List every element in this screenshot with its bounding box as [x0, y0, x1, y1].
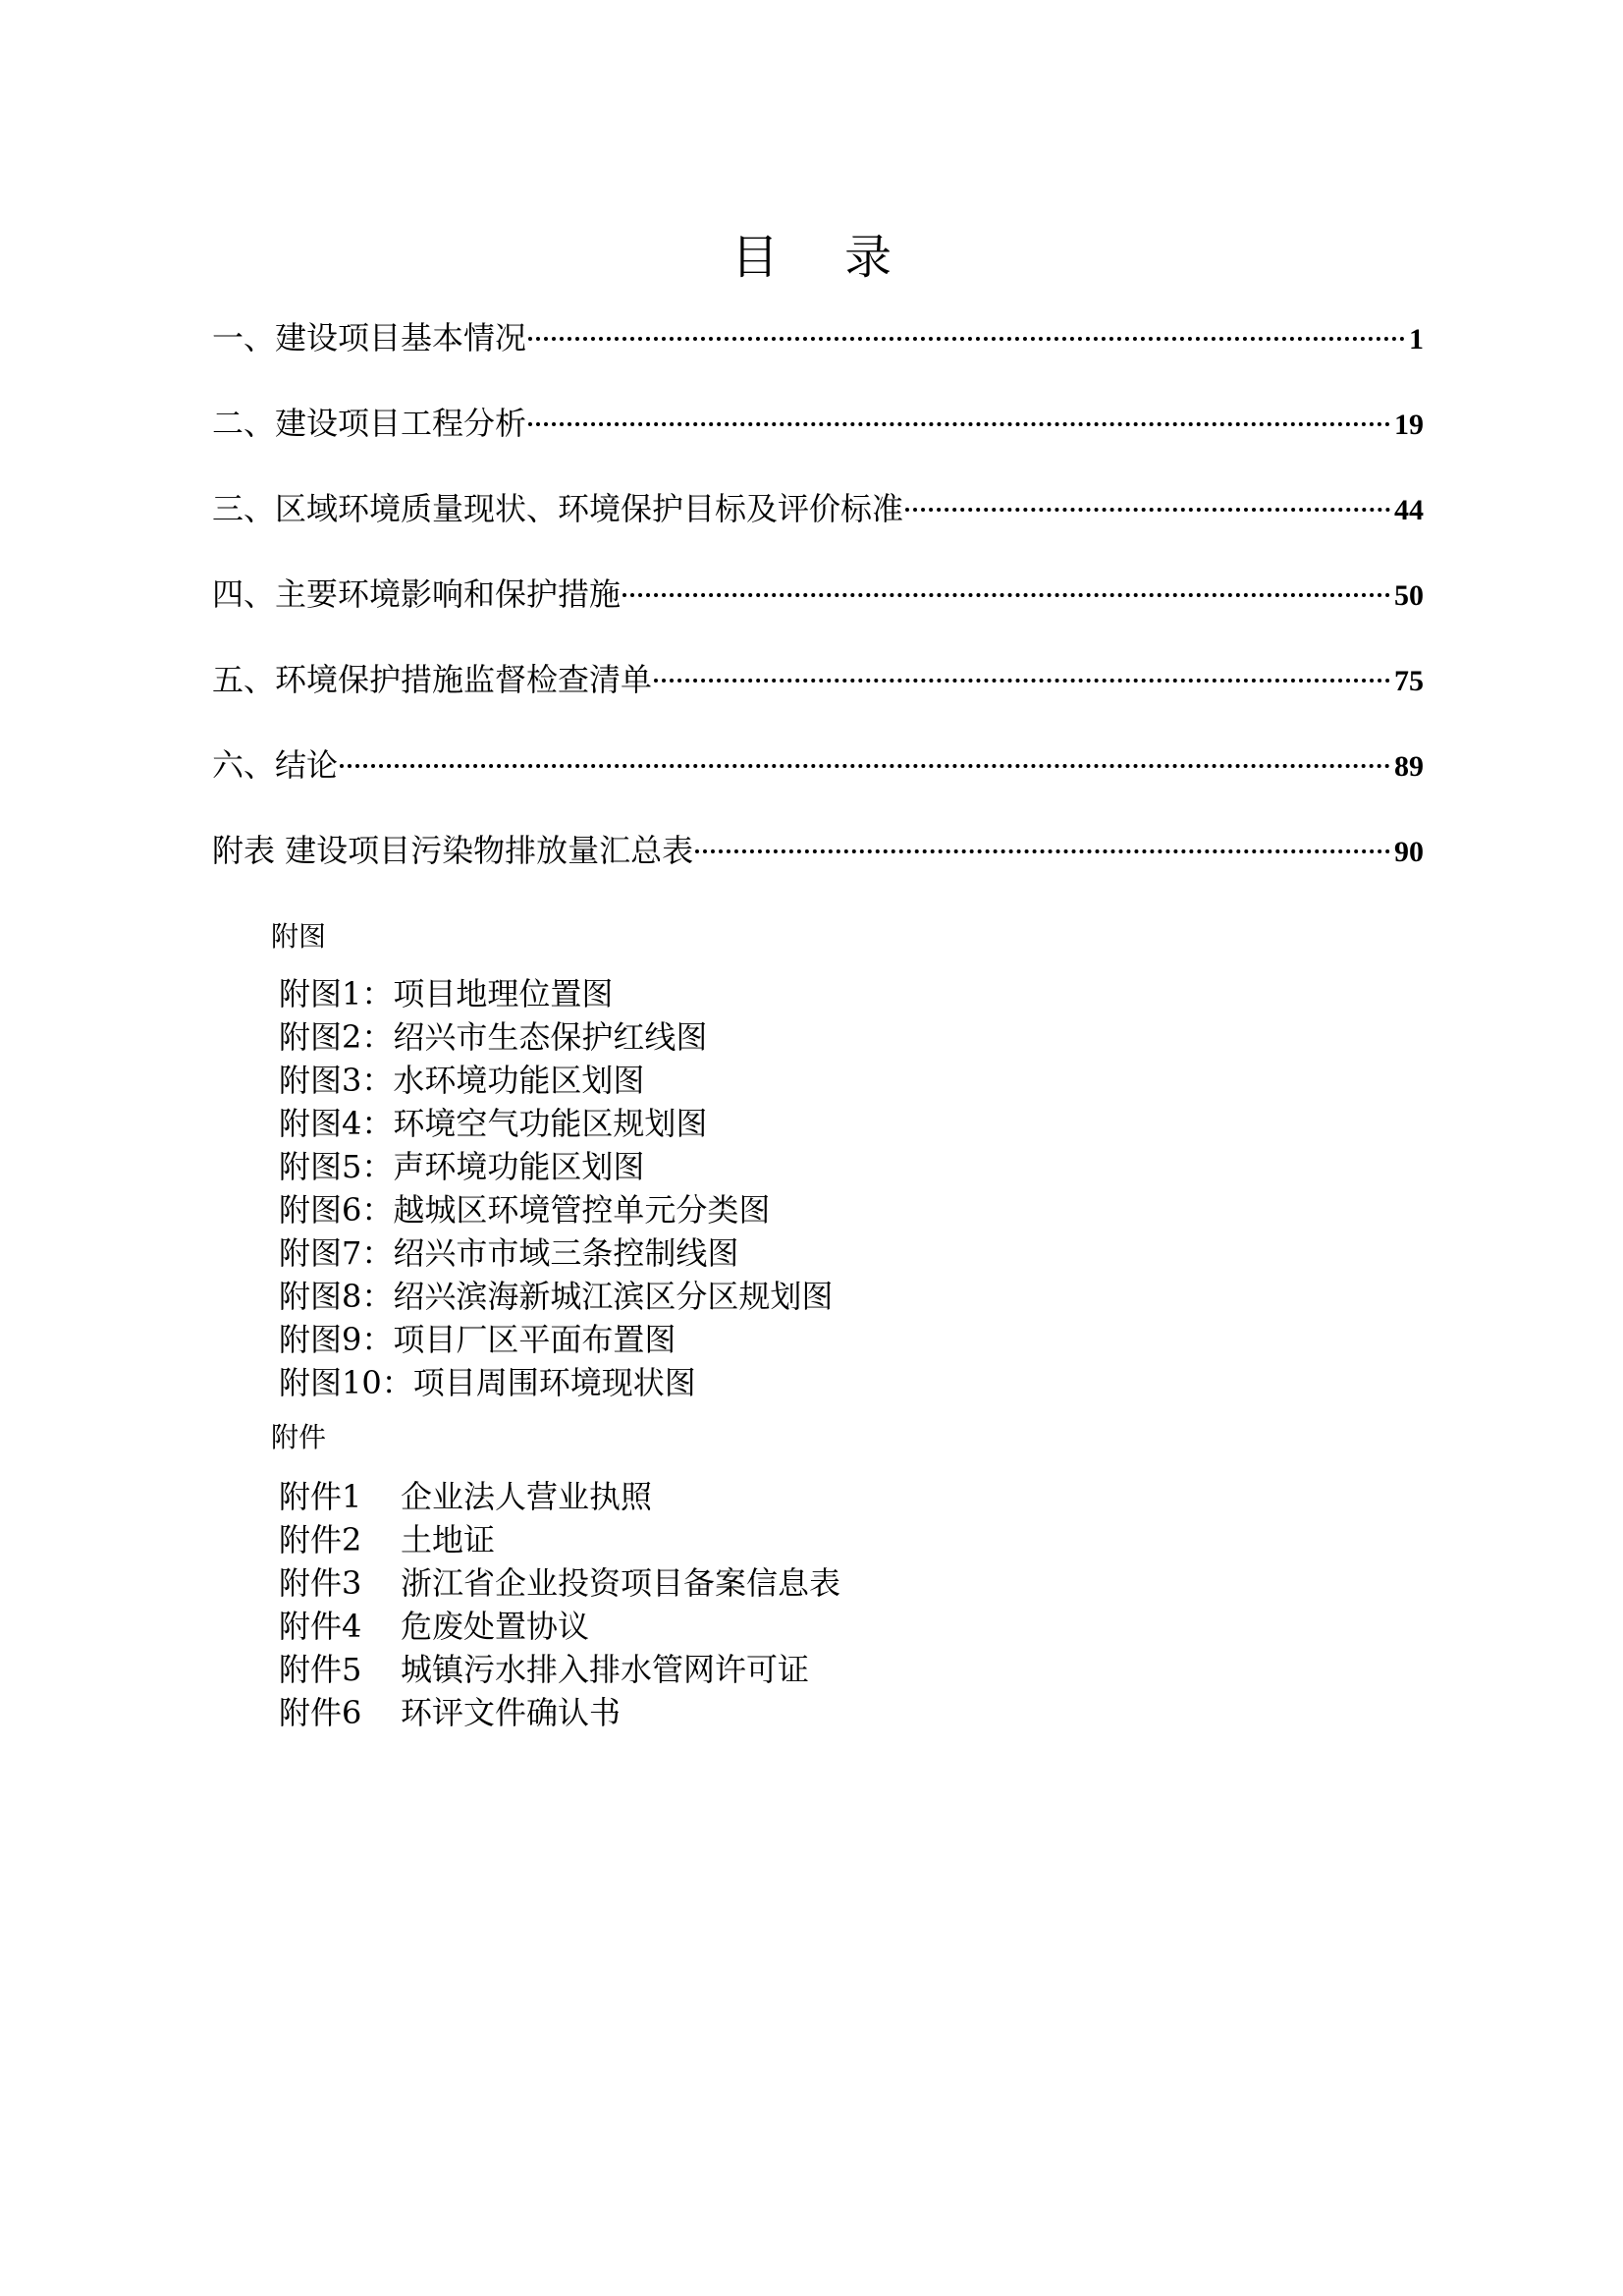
toc-entry-label: 二、建设项目工程分析	[212, 405, 527, 442]
attachment-name: 浙江省企业投资项目备案信息表	[401, 1564, 841, 1602]
toc-entry-label: 三、区域环境质量现状、环境保护目标及评价标准	[212, 490, 904, 527]
toc-entry[interactable]	[212, 565, 1424, 650]
toc-entry-label: 一、建设项目基本情况	[212, 319, 527, 356]
dot-leader	[905, 508, 1390, 512]
dot-leader	[695, 849, 1390, 853]
figures-list	[279, 972, 833, 1404]
toc-entry-label: 四、主要环境影响和保护措施	[212, 575, 622, 613]
figure-item: 附图9：项目厂区平面布置图	[279, 1321, 676, 1358]
toc-entry[interactable]	[212, 650, 1424, 736]
attachment-name: 环评文件确认书	[401, 1694, 622, 1731]
attachment-item	[279, 1691, 840, 1734]
attachment-name: 土地证	[401, 1521, 496, 1558]
figure-item: 附图7：绍兴市市域三条控制线图	[279, 1234, 739, 1272]
attachment-number: 附件6	[279, 1694, 362, 1731]
toc-page-number: 89	[1394, 750, 1424, 783]
page-title: 目 录	[730, 230, 918, 285]
toc-page-number: 50	[1394, 579, 1424, 612]
figure-item: 附图1：项目地理位置图	[279, 975, 614, 1012]
attachments-list	[279, 1475, 840, 1734]
toc-entry[interactable]	[212, 479, 1424, 565]
dot-leader	[622, 593, 1390, 597]
dot-leader	[528, 337, 1405, 341]
attachment-item	[279, 1561, 840, 1605]
figure-item: 附图8：绍兴滨海新城江滨区分区规划图	[279, 1278, 834, 1315]
figure-item: 附图4：环境空气功能区规划图	[279, 1105, 708, 1142]
figure-item: 附图5：声环境功能区划图	[279, 1148, 645, 1185]
attachment-number: 附件4	[279, 1608, 362, 1645]
attachment-name: 企业法人营业执照	[401, 1478, 653, 1515]
toc-entry-label: 附表 建设项目污染物排放量汇总表	[212, 832, 694, 869]
attachment-item	[279, 1605, 840, 1648]
toc-entry[interactable]	[212, 394, 1424, 479]
dot-leader	[340, 764, 1390, 768]
toc-entry[interactable]	[212, 736, 1424, 821]
attachment-number: 附件2	[279, 1521, 362, 1558]
figure-item: 附图3：水环境功能区划图	[279, 1062, 645, 1099]
figure-item: 附图10：项目周围环境现状图	[279, 1364, 696, 1401]
dot-leader	[528, 422, 1390, 426]
attachment-number: 附件1	[279, 1478, 362, 1515]
attachment-item	[279, 1475, 840, 1518]
attachment-item	[279, 1648, 840, 1691]
attachments-heading: 附件	[271, 1421, 327, 1453]
toc-page-number: 44	[1394, 494, 1424, 526]
dot-leader	[654, 679, 1390, 683]
attachment-name: 危废处置协议	[401, 1608, 590, 1645]
figure-item: 附图2：绍兴市生态保护红线图	[279, 1018, 708, 1056]
attachment-number: 附件5	[279, 1651, 362, 1688]
toc-entry[interactable]	[212, 308, 1424, 394]
figures-heading: 附图	[271, 920, 327, 953]
attachment-item	[279, 1518, 840, 1561]
attachment-number: 附件3	[279, 1564, 362, 1602]
toc-page-number: 1	[1409, 323, 1424, 355]
toc-entry[interactable]	[212, 821, 1424, 906]
toc-page-number: 19	[1394, 409, 1424, 441]
toc-page-number: 75	[1394, 665, 1424, 697]
toc-page-number: 90	[1394, 836, 1424, 868]
figure-item: 附图6：越城区环境管控单元分类图	[279, 1191, 771, 1229]
attachment-name: 城镇污水排入排水管网许可证	[401, 1651, 810, 1688]
toc-entry-label: 五、环境保护措施监督检查清单	[212, 661, 653, 698]
toc-entry-label: 六、结论	[212, 746, 339, 784]
table-of-contents	[212, 308, 1424, 906]
